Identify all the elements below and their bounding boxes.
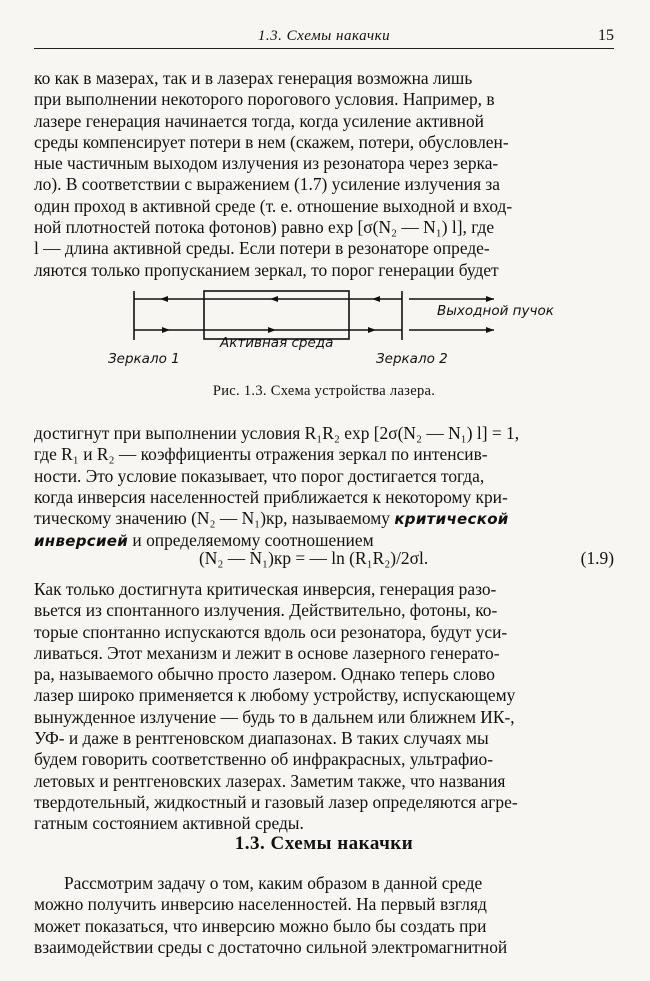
text-line: ной плотностей потока фотонов) равно exp [σ(N₂ — N₁) l], где <box>34 217 495 238</box>
text-line: взаимодействии среды с достаточно сильной электромагнитной <box>34 936 508 957</box>
arrow-right-icon <box>162 327 170 333</box>
arrow-left-icon <box>160 296 168 302</box>
text-line: гатным состоянием активной среды. <box>34 813 304 834</box>
paragraph-3 <box>34 579 614 835</box>
figure-caption: Рис. 1.3. Схема устройства лазера. <box>212 383 436 399</box>
page-number: 15 <box>598 27 614 44</box>
paragraph-1 <box>34 68 614 281</box>
text-line: l — длина активной среды. Если потери в резонаторе опреде- <box>34 238 490 259</box>
section-heading: 1.3. Схемы накачки <box>234 833 414 854</box>
running-title: 1.3. Схемы накачки <box>257 28 391 44</box>
text-line: можно получить инверсию населенностей. На первый взгляд <box>34 894 487 915</box>
arrow-right-icon <box>486 327 494 333</box>
mirror-1-label: Зеркало 1 <box>108 351 180 367</box>
output-beam-label: Выходной пучок <box>437 303 554 319</box>
arrow-right-icon <box>268 327 276 333</box>
text-line: может показаться, что инверсию можно было бы создать при <box>34 915 487 936</box>
active-medium-label: Активная среда <box>220 335 334 351</box>
text-line: ливаться. Этот механизм и лежит в основе лазерного генерато- <box>34 642 500 663</box>
text-segment: тическому значению (N₂ — N₁)кр, называемому <box>34 508 390 529</box>
text-line: где R₁ и R₂ — коэффициенты отражения зеркал по интенсив- <box>34 444 488 465</box>
arrow-right-icon <box>486 296 494 302</box>
arrow-left-icon <box>372 296 380 302</box>
text-line: достигнут при выполнении условия R₁R₂ exp [2σ(N₂ — N₁) l] = 1, <box>34 423 520 443</box>
text-line: когда инверсия населенностей приближается к некоторому кри- <box>34 486 508 507</box>
text-line: Как только достигнута критическая инверсия, генерация разо- <box>34 579 497 599</box>
text-line: Рассмотрим задачу о том, каким образом в данной среде <box>64 873 483 893</box>
text-line <box>34 508 614 530</box>
text-line: твердотельный, жидкостный и газовый лазер определяются агре- <box>34 791 518 812</box>
text-line: летовых и рентгеновских лазерах. Заметим также, что названия <box>34 770 506 791</box>
text-line: лазере генерация начинается тогда, когда усиление активной <box>34 110 484 131</box>
mirror-2-label: Зеркало 2 <box>376 351 448 367</box>
term-inversion: инверсией <box>34 532 129 551</box>
text-line: среды компенсирует потери в нем (скажем, потери, обусловлен- <box>34 131 509 152</box>
term-critical: критической <box>394 510 509 529</box>
laser-diagram <box>34 282 614 372</box>
text-segment: и определяемому соотношением <box>132 530 374 551</box>
text-line: торые спонтанно испускаются вдоль оси резонатора, будут уси- <box>34 621 508 642</box>
text-line: ло). В соответствии с выражением (1.7) усиление излучения за <box>34 174 501 195</box>
equation-number: (1.9) <box>580 548 614 568</box>
paragraph-2 <box>34 423 614 553</box>
text-line: ляются только пропусканием зеркал, то порог генерации будет <box>34 259 499 280</box>
equation-1-9 <box>34 548 614 572</box>
text-line: вьется из спонтанного излучения. Действительно, фотоны, ко- <box>34 600 498 621</box>
text-line: один проход в активной среде (т. е. отношение выходной и вход- <box>34 195 513 216</box>
running-header <box>34 26 614 49</box>
paragraph-4 <box>34 873 614 958</box>
text-line: при выполнении некоторого порогового условия. Например, в <box>34 89 495 110</box>
text-line: будем говорить соответственно об инфракрасных, ультрафио- <box>34 749 494 770</box>
equation-body: (N₂ — N₁)кр = — ln (R₁R₂)/2σl. <box>199 548 429 568</box>
text-line: лазер широко применяется к любому устройству, испускающему <box>34 685 516 706</box>
text-line: ко как в мазерах, так и в лазерах генерация возможна лишь <box>34 68 473 88</box>
text-line: ные частичным выходом излучения из резонатора через зерка- <box>34 153 499 174</box>
text-line: ности. Это условие показывает, что порог достигается тогда, <box>34 465 485 486</box>
arrow-right-icon <box>368 327 376 333</box>
text-line: вынужденное излучение — будь то в дальнем или ближнем ИК-, <box>34 706 515 727</box>
arrow-left-icon <box>270 296 278 302</box>
text-line: УФ- и даже в рентгеновском диапазонах. В таких случаях мы <box>34 728 489 749</box>
text-line: ра, называемого обычно просто лазером. Однако теперь слово <box>34 664 495 685</box>
